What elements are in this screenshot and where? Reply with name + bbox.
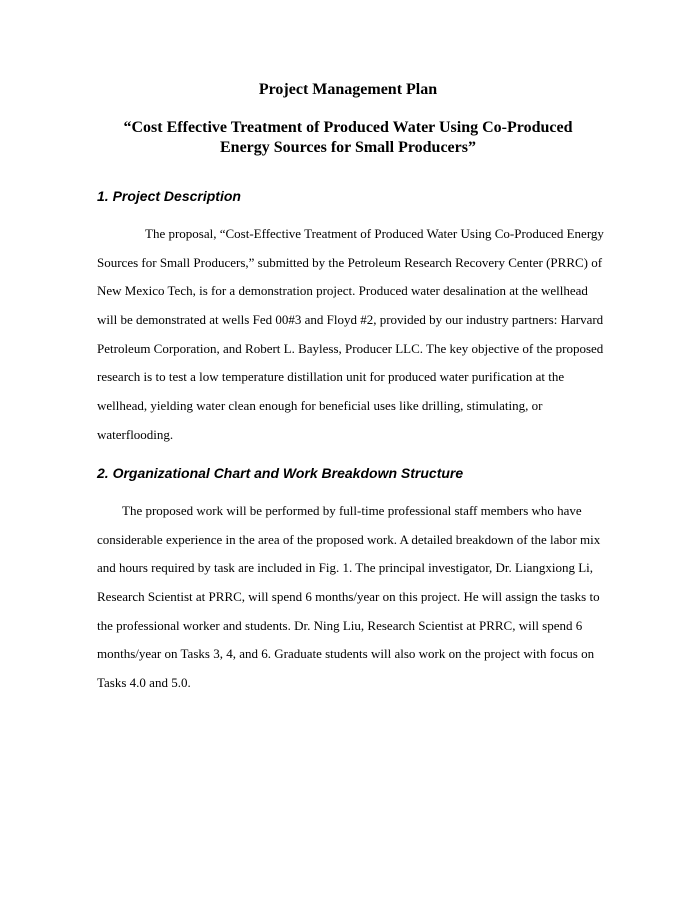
text-line: considerable experience in the area of the proposed work. A detailed breakdown of the labor mix bbox=[97, 531, 601, 547]
text-line: New Mexico Tech, is for a demonstration project. Produced water desalination at the wellhead bbox=[97, 283, 588, 299]
text-line: months/year on Tasks 3, 4, and 6. Graduate students will also work on the project with focus on bbox=[97, 646, 595, 662]
text-line: will be demonstrated at wells Fed 00#3 and Floyd #2, provided by our industry partners: Harvard bbox=[97, 312, 604, 328]
document-title: Project Management Plan bbox=[258, 81, 438, 98]
text-line: Petroleum Corporation, and Robert L. Bayless, Producer LLC. The key objective of the proposed bbox=[97, 340, 604, 356]
section-heading-org-chart-wbs: 2. Organizational Chart and Work Breakdown Structure bbox=[97, 465, 464, 481]
paragraph-project-description bbox=[97, 220, 604, 450]
text-line: and hours required by task are included in Fig. 1. The principal investigator, Dr. Liangxiong Li, bbox=[97, 560, 594, 576]
text-line: wellhead, yielding water clean enough for beneficial uses like drilling, stimulating, or bbox=[97, 398, 543, 414]
text-line: The proposed work will be performed by full-time professional staff members who have bbox=[122, 503, 582, 518]
text-line: “Cost Effective Treatment of Produced Water Using Co-Produced bbox=[123, 119, 573, 136]
text-line: Sources for Small Producers,” submitted by the Petroleum Research Recovery Center (PRRC) of bbox=[97, 254, 603, 270]
section-heading-project-description: 1. Project Description bbox=[97, 188, 241, 204]
text-line: the professional worker and students. Dr. Ning Liu, Research Scientist at PRRC, will spend 6 bbox=[97, 617, 583, 633]
text-line: research is to test a low temperature distillation unit for produced water purification at the bbox=[97, 369, 565, 385]
text-line: Energy Sources for Small Producers” bbox=[220, 139, 476, 156]
text-line: Tasks 4.0 and 5.0. bbox=[97, 675, 191, 691]
paragraph-org-chart-wbs bbox=[97, 497, 599, 698]
text-line: Research Scientist at PRRC, will spend 6 months/year on this project. He will assign the tasks to bbox=[97, 589, 600, 605]
text-line: The proposal, “Cost-Effective Treatment of Produced Water Using Co-Produced Energy bbox=[145, 226, 604, 241]
text-line: waterflooding. bbox=[97, 426, 174, 442]
document-subtitle bbox=[97, 118, 599, 158]
